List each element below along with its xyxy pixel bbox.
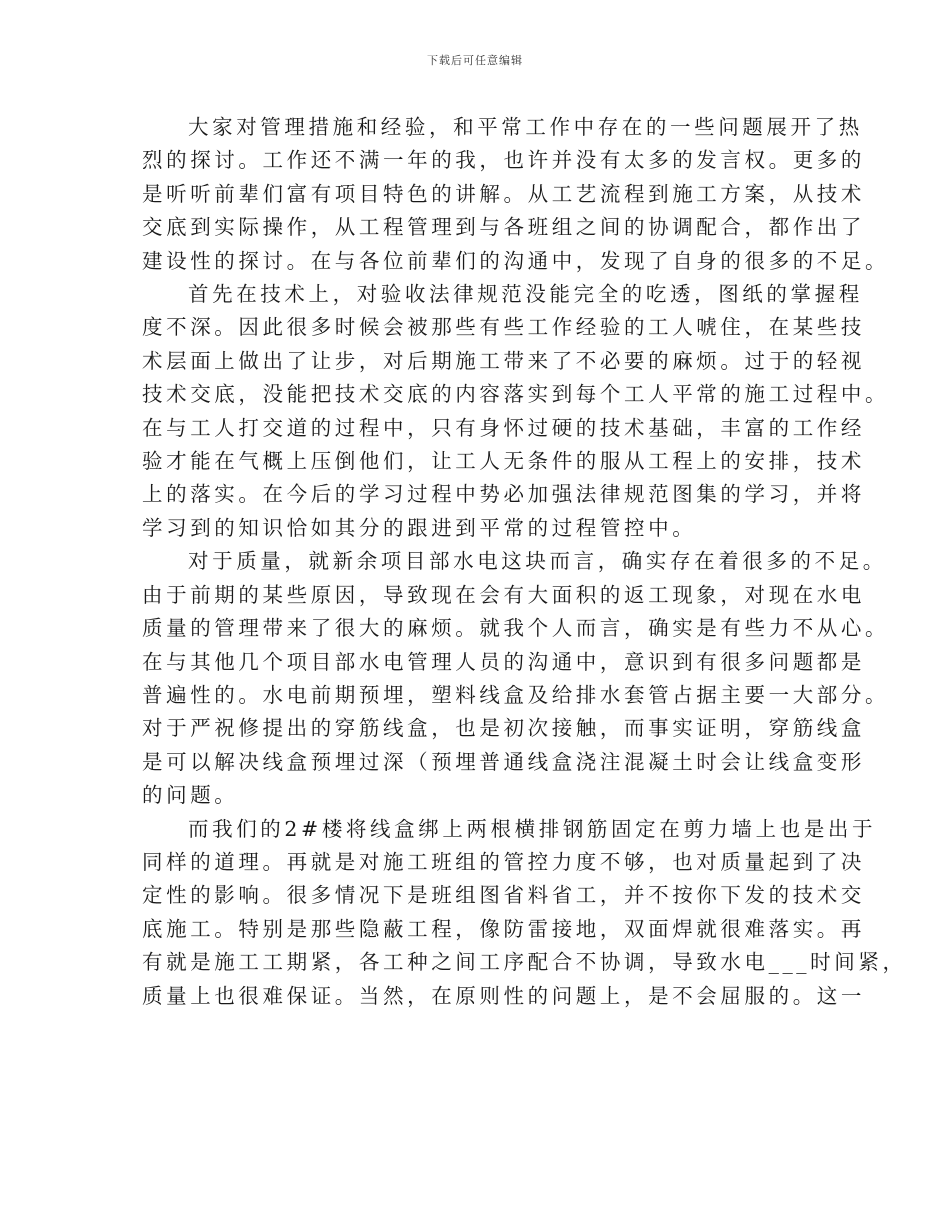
text-line: 学习到的知识恰如其分的跟进到平常的过程管控中。: [142, 515, 697, 540]
text-line: 由于前期的某些原因，导致现在会有大面积的返工现象，对现在水电: [142, 582, 865, 607]
text-line: 建设性的探讨。在与各位前辈们的沟通中，发现了自身的很多的不足。: [142, 248, 890, 273]
text-line: 验才能在气概上压倒他们，让工人无条件的服从工程上的安排，技术: [142, 449, 865, 474]
paragraph-4: [142, 813, 907, 1013]
text-line: 交底到实际操作，从工程管理到与各班组之间的协调配合，都作出了: [142, 215, 865, 240]
text-line: 而我们的2#楼将线盒绑上两根横排钢筋固定在剪力墙上也是出于: [188, 816, 877, 841]
text-line: 度不深。因此很多时候会被那些有些工作经验的工人唬住，在某些技: [142, 315, 865, 340]
text-line: 在与其他几个项目部水电管理人员的沟通中，意识到有很多问题都是: [142, 649, 865, 674]
text-line: 术层面上做出了让步，对后期施工带来了不必要的麻烦。过于的轻视: [142, 348, 865, 373]
text-line: 底施工。特别是那些隐蔽工程，像防雷接地，双面焊就很难落实。再: [142, 916, 865, 941]
text-line: 是可以解决线盒预埋过深（预埋普通线盒浇注混凝土时会让线盒变形: [142, 749, 865, 774]
text-line: 同样的道理。再就是对施工班组的管控力度不够，也对质量起到了决: [142, 849, 865, 874]
text-line: 质量的管理带来了很大的麻烦。就我个人而言，确实是有些力不从心。: [142, 616, 890, 641]
paragraph-2: [142, 278, 890, 545]
text-line: 质量上也很难保证。当然，在原则性的问题上，是不会屈服的。这一: [142, 983, 865, 1008]
text-line: 大家对管理措施和经验，和平常工作中存在的一些问题展开了热: [188, 115, 863, 139]
text-line: 首先在技术上，对验收法律规范没能完全的吃透，图纸的掌握程: [188, 282, 863, 307]
document-body: [142, 111, 907, 1013]
page-header: 下载后可任意编辑: [427, 54, 523, 67]
text-line: 技术交底，没能把技术交底的内容落实到每个工人平常的施工过程中。: [142, 382, 890, 407]
text-line: 定性的影响。很多情况下是班组图省料省工，并不按你下发的技术交: [142, 883, 865, 908]
text-line: 的问题。: [142, 783, 239, 808]
text-line: 对于严祝修提出的穿筋线盒，也是初次接触，而事实证明，穿筋线盒: [142, 716, 865, 741]
text-line: 上的落实。在今后的学习过程中势必加强法律规范图集的学习，并将: [142, 482, 865, 507]
text-line: 普遍性的。水电前期预埋，塑料线盒及给排水套管占据主要一大部分。: [142, 682, 890, 707]
paragraph-1: [142, 111, 890, 278]
text-line: 是听听前辈们富有项目特色的讲解。从工艺流程到施工方案，从技术: [142, 181, 865, 206]
text-line: 在与工人打交道的过程中，只有身怀过硬的技术基础，丰富的工作经: [142, 415, 865, 440]
text-line: 烈的探讨。工作还不满一年的我，也许并没有太多的发言权。更多的: [142, 148, 865, 173]
paragraph-3: [142, 545, 890, 812]
text-line: 有就是施工工期紧，各工种之间工序配合不协调，导致水电___时间紧，: [142, 950, 907, 975]
text-line: 对于质量，就新余项目部水电这块而言，确实存在着很多的不足。: [188, 549, 887, 574]
